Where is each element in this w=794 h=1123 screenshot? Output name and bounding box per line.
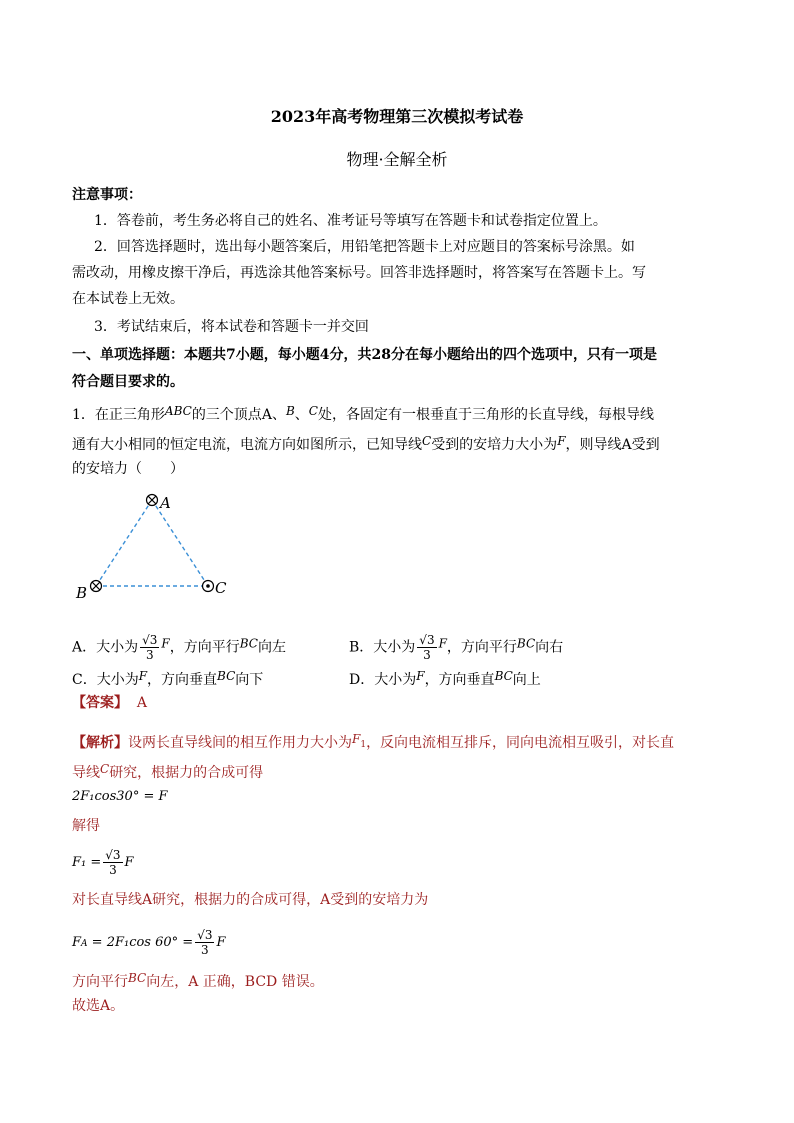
triangle-side-ac [152,500,208,586]
answer-value: A [136,695,148,711]
question-line-2: 通有大小相同的恒定电流，电流方向如图所示，已知导线C受到的安培力大小为F，则导线A受到 [72,434,660,453]
analysis-line-2: 导线C研究，根据力的合成可得 [72,762,264,781]
page-subtitle: 物理·全解全析 [346,150,448,169]
triangle-side-ab [96,500,152,586]
section-heading: 一、单项选择题：本题共7小题，每小题4分，共28分在每小题给出的四个选项中，只有一项是 [72,347,657,363]
page-title: 2023年高考物理第三次模拟考试卷 [270,107,524,126]
analysis-solve: 解得 [72,818,100,834]
current-into-page-icon-b [91,581,102,592]
analysis-line-4: 方向平行BC向左，A 正确，BCD 错误。 [72,971,324,990]
option-a[interactable]: A．大小为 $\frac{√3}{3}$ F，方向平行BC向左 [72,633,286,662]
notice-item-1: 1．答卷前，考生务必将自己的姓名、准考证号等填写在答题卡和试卷指定位置上。 [94,213,607,229]
notice-item-2-end: 在本试卷上无效。 [72,291,184,307]
section-heading-cont: 符合题目要求的。 [72,374,184,390]
answer-line: 【答案】 A [72,695,148,711]
analysis-conclusion: 故选A。 [72,998,125,1014]
triangle-diagram [70,488,240,606]
option-b[interactable]: B．大小为 $\frac{√3}{3}$ F，方向平行BC向右 [349,633,564,662]
current-into-page-icon-a [147,495,158,506]
question-line-1: 1．在正三角形ABC的三个顶点A、B、C处，各固定有一根垂直于三角形的长直导线，每根导线 [72,404,654,423]
question-line-3: 的安培力（ ） [72,461,184,477]
notice-item-3: 3．考试结束后，将本试卷和答题卡一并交回 [94,319,369,335]
analysis-line-3: 对长直导线A研究，根据力的合成可得，A受到的安培力为 [72,892,429,908]
option-c[interactable]: C．大小为F，方向垂直BC向下 [72,669,264,688]
vertex-label-c: C [215,579,227,597]
notice-item-2-cont: 需改动，用橡皮擦干净后，再选涂其他答案标号。回答非选择题时，将答案写在答题卡上。写 [72,265,646,281]
equation-3: FA = 2F₁cos 60° = $\frac{√3}{3}$ F [72,928,226,957]
current-out-of-page-icon-c [203,581,214,592]
vertex-label-b: B [76,584,88,602]
notice-heading: 注意事项： [72,187,142,203]
notice-item-2: 2．回答选择题时，选出每小题答案后，用铅笔把答题卡上对应题目的答案标号涂黑。如 [94,239,635,255]
option-d[interactable]: D．大小为F，方向垂直BC向上 [349,669,541,688]
equation-2: F₁ = $\frac{√3}{3}$ F [72,848,134,877]
equation-1: 2F₁cos30° = F [72,789,168,804]
vertex-label-a: A [160,494,171,512]
analysis-line-1: 【解析】设两长直导线间的相互作用力大小为F1，反向电流相互排斥，同向电流相互吸引，对长直 [72,732,675,751]
